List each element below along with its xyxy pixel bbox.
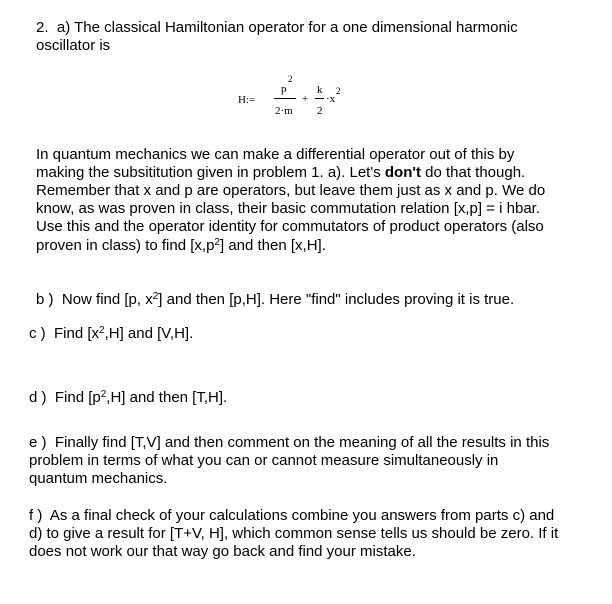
part-c-exp: 2 [99,325,105,336]
problem-intro-line-1 [36,19,518,36]
part-c-label: c ) [29,325,46,342]
part-a-label: a) [56,19,71,36]
part-a-line-6-pre: proven in class) to find [x,p [36,237,215,254]
part-b-exp: 2 [152,291,159,302]
part-a-line-2 [36,164,525,181]
part-d-label: d ) [29,389,47,406]
part-a-line-4: know, as was proven in class, their basic commutation relation [x,p] = i hbar. [36,200,540,217]
part-e-line-1 [29,434,549,451]
part-e-line-2: problem in terms of what you can or cannot measure simultaneously in [29,452,499,469]
part-b-post: ] and then [p,H]. Here "find" includes proving it is true. [158,291,515,308]
formula-p: p [281,83,287,95]
part-d-post: ,H] and then [T,H]. [106,389,228,406]
part-f-line-3: does not work our that way go back and find your mistake. [29,543,416,560]
part-c [29,325,193,342]
part-e-label: e ) [29,434,47,451]
part-f-label: f ) [29,507,43,524]
formula-k: k [317,84,323,96]
part-b-label: b ) [36,291,54,308]
part-e-line-3: quantum mechanics. [29,470,168,487]
part-e-line-1-text: Finally find [T,V] and then comment on the meaning of all the results in this [54,434,550,451]
part-c-pre: Find [x [54,325,100,342]
formula-dot-x: ·x [326,93,336,105]
part-a-line-6-exp: 2 [214,237,220,248]
part-d-exp: 2 [100,389,107,400]
formula-p-exponent: 2 [288,74,293,84]
part-a-line-3: Remember that x and p are operators, but leave them just as x and p. We do [36,182,546,199]
formula-plus: + [302,93,309,105]
part-f-line-1-text: As a final check of your calculations combine you answers from parts c) and [49,507,555,524]
formula-x-exponent: 2 [336,86,341,96]
hamiltonian-formula [238,68,358,124]
intro-text-1: The classical Hamiltonian operator for a one dimensional harmonic [74,19,518,36]
part-f-line-1 [29,507,554,524]
part-a-line-1: In quantum mechanics we can make a differential operator out of this by [36,146,515,163]
formula-fraction-bar-2 [315,98,324,99]
part-a-line-6 [36,237,326,254]
formula-lhs: H:= [238,94,256,106]
part-a-line-2-text: making the subsititution given in problem 1. a). Let's [36,164,385,181]
formula-2m: 2·m [275,105,293,117]
formula-2: 2 [317,105,323,117]
part-f-line-2: d) to give a result for [T+V, H], which common sense tells us should be zero. If it [29,525,559,542]
part-d [29,389,227,406]
part-a-line-6-post: ] and then [x,H]. [219,237,326,254]
part-a-line-2-end: do that though. [420,164,526,181]
formula-fraction-bar-1 [274,98,296,99]
part-c-post: ,H] and [V,H]. [104,325,194,342]
problem-number: 2. [36,19,49,36]
emphasis-dont: don't [384,164,421,181]
problem-intro-line-2: oscillator is [36,37,111,54]
part-b-pre: Now find [p, x [61,291,153,308]
part-d-pre: Find [p [54,389,101,406]
part-a-line-5: Use this and the operator identity for commutators of product operators (also [36,218,544,235]
part-b [36,291,514,308]
